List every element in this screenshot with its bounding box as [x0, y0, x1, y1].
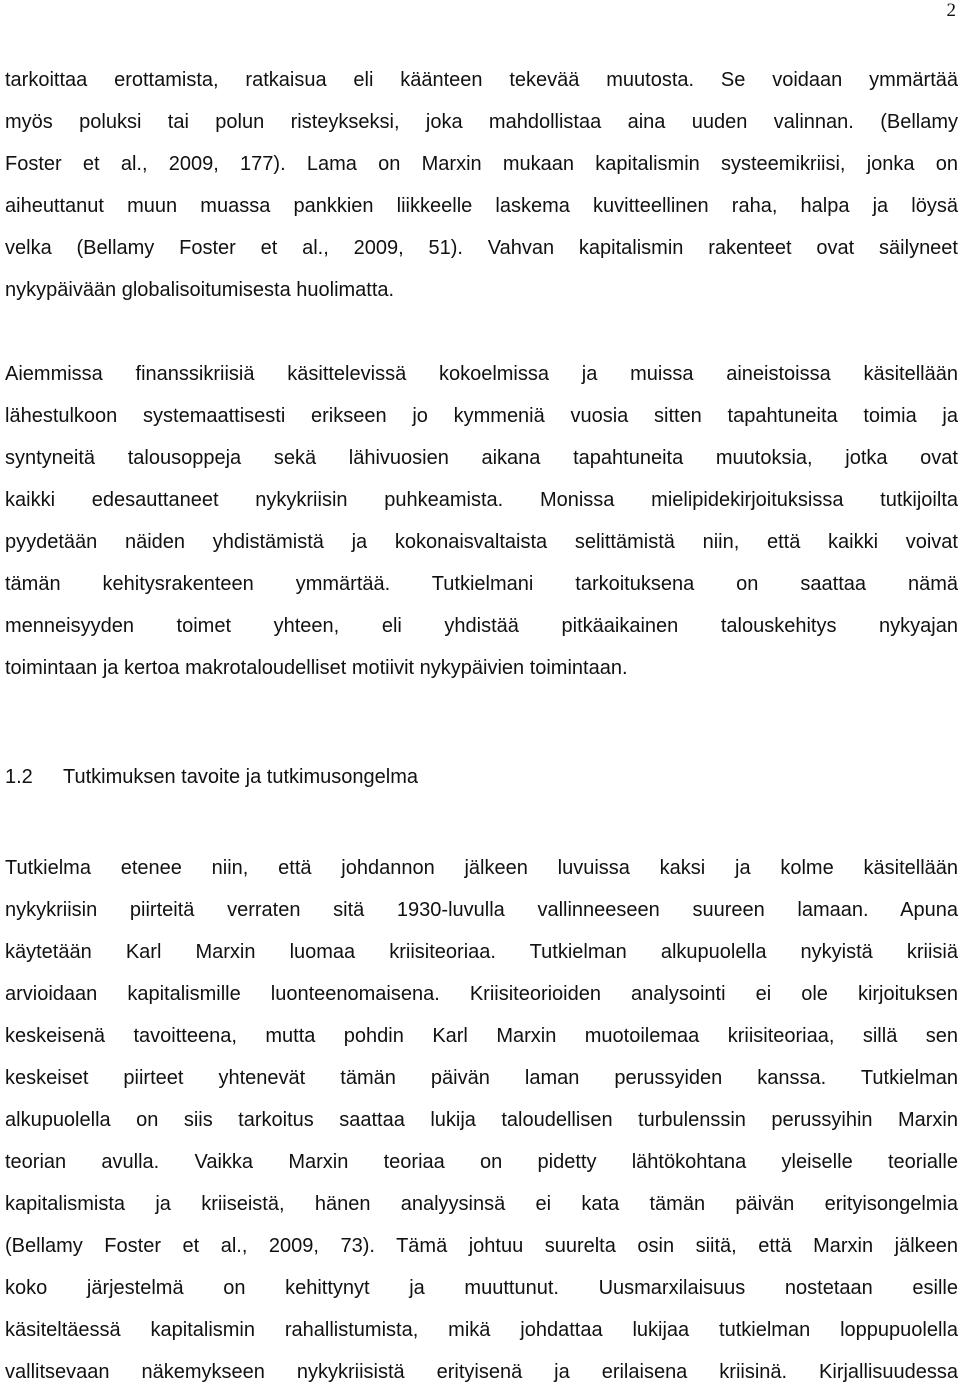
text-line: velka (Bellamy Foster et al., 2009, 51). Vahvan kapitalismin rakenteet ovat säilyneet	[5, 237, 958, 259]
text-line: Tutkielma etenee niin, että johdannon jälkeen luvuissa kaksi ja kolme käsitellään	[5, 857, 958, 879]
text-line: aiheuttanut muun muassa pankkien liikkeelle laskema kuvitteellinen raha, halpa ja löysä	[5, 195, 958, 217]
text-line: koko järjestelmä on kehittynyt ja muuttunut. Uusmarxilaisuus nostetaan esille	[5, 1277, 958, 1299]
text-line: (Bellamy Foster et al., 2009, 73). Tämä johtuu suurelta osin siitä, että Marxin jälkeen	[5, 1235, 958, 1257]
text-line: käytetään Karl Marxin luomaa kriisiteoriaa. Tutkielman alkupuolella nykyistä kriisiä	[5, 941, 958, 963]
section-number: 1.2	[5, 766, 33, 788]
text-line: nykykriisin piirteitä verraten sitä 1930-luvulla vallinneeseen suureen lamaan. Apuna	[5, 899, 958, 921]
text-line: käsiteltäessä kapitalismin rahallistumista, mikä johdattaa lukijaa tutkielman loppupuolella	[5, 1319, 958, 1341]
text-line: vallitsevaan näkemykseen nykykriisistä erityisenä ja erilaisena kriisinä. Kirjallisuudessa	[5, 1361, 958, 1383]
text-line: alkupuolella on siis tarkoitus saattaa lukija taloudellisen turbulenssin perussyihin Marxin	[5, 1109, 958, 1131]
text-line: syntyneitä talousoppeja sekä lähivuosien aikana tapahtuneita muutoksia, jotka ovat	[5, 447, 958, 469]
text-line: Foster et al., 2009, 177). Lama on Marxin mukaan kapitalismin systeemikriisi, jonka on	[5, 153, 958, 175]
text-line: teorian avulla. Vaikka Marxin teoriaa on pidetty lähtökohtana yleiselle teorialle	[5, 1151, 958, 1173]
text-line: nykypäivään globalisoitumisesta huolimatta.	[5, 279, 395, 301]
text-line: pyydetään näiden yhdistämistä ja kokonaisvaltaista selittämistä niin, että kaikki voivat	[5, 531, 958, 553]
text-line: Aiemmissa finanssikriisiä käsittelevissä kokoelmissa ja muissa aineistoissa käsitellään	[5, 363, 958, 385]
text-line: menneisyyden toimet yhteen, eli yhdistää pitkäaikainen talouskehitys nykyajan	[5, 615, 958, 637]
section-heading	[5, 765, 958, 789]
text-line: tämän kehitysrakenteen ymmärtää. Tutkielmani tarkoituksena on saattaa nämä	[5, 573, 958, 595]
text-line: keskeiset piirteet yhtenevät tämän päivän laman perussyiden kanssa. Tutkielman	[5, 1067, 958, 1089]
text-line: arvioidaan kapitalismille luonteenomaisena. Kriisiteorioiden analysointi ei ole kirjoituksen	[5, 983, 958, 1005]
page-number: 2	[946, 0, 956, 21]
text-line: kaikki edesauttaneet nykykriisin puhkeamista. Monissa mielipidekirjoituksissa tutkijoilta	[5, 489, 958, 511]
text-line: lähestulkoon systemaattisesti erikseen jo kymmeniä vuosia sitten tapahtuneita toimia ja	[5, 405, 958, 427]
text-line: myös poluksi tai polun risteykseksi, joka mahdollistaa aina uuden valinnan. (Bellamy	[5, 111, 958, 133]
text-line: toimintaan ja kertoa makrotaloudelliset motiivit nykypäivien toimintaan.	[5, 657, 628, 679]
text-line: kapitalismista ja kriiseistä, hänen analyysinsä ei kata tämän päivän erityisongelmia	[5, 1193, 958, 1215]
text-line: keskeisenä tavoitteena, mutta pohdin Karl Marxin muotoilemaa kriisiteoriaa, sillä sen	[5, 1025, 958, 1047]
text-line: tarkoittaa erottamista, ratkaisua eli käänteen tekevää muutosta. Se voidaan ymmärtää	[5, 69, 958, 91]
section-title: Tutkimuksen tavoite ja tutkimusongelma	[63, 766, 418, 788]
